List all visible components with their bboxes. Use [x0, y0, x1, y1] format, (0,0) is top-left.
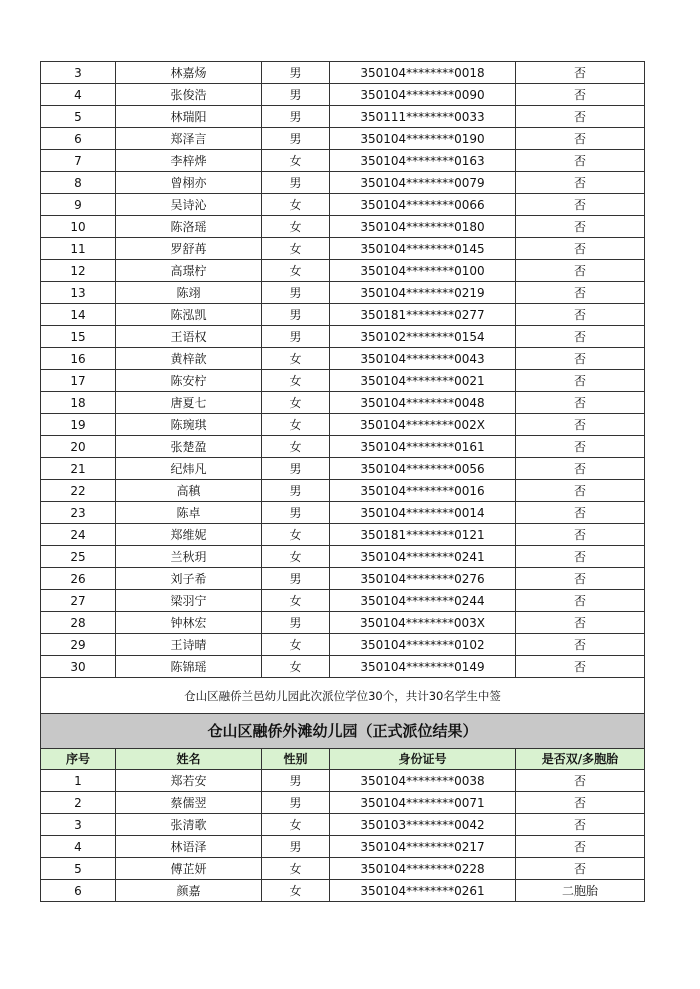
- cell-id-number: 350104********0043: [330, 348, 516, 370]
- cell-name: 林语泽: [116, 836, 262, 858]
- cell-seq: 12: [41, 260, 116, 282]
- cell-gender: 男: [262, 568, 330, 590]
- cell-twins: 否: [516, 858, 645, 880]
- table-row: [41, 568, 645, 590]
- cell-seq: 20: [41, 436, 116, 458]
- cell-id-number: 350104********0079: [330, 172, 516, 194]
- cell-name: 唐夏七: [116, 392, 262, 414]
- cell-name: 兰秋玥: [116, 546, 262, 568]
- cell-twins: 否: [516, 546, 645, 568]
- cell-gender: 男: [262, 304, 330, 326]
- header-id-number: 身份证号: [330, 749, 516, 770]
- cell-seq: 25: [41, 546, 116, 568]
- cell-id-number: 350104********002X: [330, 414, 516, 436]
- cell-gender: 女: [262, 436, 330, 458]
- cell-gender: 男: [262, 770, 330, 792]
- cell-name: 王诗晴: [116, 634, 262, 656]
- table-row: [41, 128, 645, 150]
- cell-seq: 22: [41, 480, 116, 502]
- cell-id-number: 350104********003X: [330, 612, 516, 634]
- cell-gender: 男: [262, 502, 330, 524]
- cell-seq: 6: [41, 880, 116, 902]
- section2-rows: [41, 770, 645, 902]
- cell-id-number: 350104********0228: [330, 858, 516, 880]
- table-row: [41, 770, 645, 792]
- admission-results-table: [40, 61, 645, 902]
- cell-name: 钟林宏: [116, 612, 262, 634]
- cell-id-number: 350104********0219: [330, 282, 516, 304]
- table-row: [41, 414, 645, 436]
- cell-seq: 8: [41, 172, 116, 194]
- cell-twins: 否: [516, 436, 645, 458]
- cell-gender: 男: [262, 480, 330, 502]
- cell-gender: 女: [262, 634, 330, 656]
- cell-name: 梁羽宁: [116, 590, 262, 612]
- cell-id-number: 350104********0066: [330, 194, 516, 216]
- cell-seq: 23: [41, 502, 116, 524]
- cell-gender: 女: [262, 216, 330, 238]
- cell-name: 陈翊: [116, 282, 262, 304]
- cell-id-number: 350104********0161: [330, 436, 516, 458]
- cell-id-number: 350104********0056: [330, 458, 516, 480]
- cell-name: 陈洛瑶: [116, 216, 262, 238]
- table-row: [41, 326, 645, 348]
- cell-id-number: 350104********0261: [330, 880, 516, 902]
- cell-gender: 男: [262, 128, 330, 150]
- cell-name: 林嘉炀: [116, 62, 262, 84]
- cell-id-number: 350104********0016: [330, 480, 516, 502]
- cell-seq: 4: [41, 836, 116, 858]
- cell-id-number: 350104********0100: [330, 260, 516, 282]
- cell-seq: 3: [41, 814, 116, 836]
- cell-id-number: 350104********0217: [330, 836, 516, 858]
- cell-twins: 否: [516, 370, 645, 392]
- cell-twins: 否: [516, 238, 645, 260]
- cell-twins: 否: [516, 568, 645, 590]
- table-row: [41, 238, 645, 260]
- cell-twins: 否: [516, 172, 645, 194]
- cell-gender: 女: [262, 814, 330, 836]
- cell-name: 李梓烨: [116, 150, 262, 172]
- cell-gender: 男: [262, 458, 330, 480]
- section1-summary-note: 仓山区融侨兰邑幼儿园此次派位学位30个，共计30名学生中签: [41, 678, 645, 714]
- cell-gender: 女: [262, 392, 330, 414]
- table-row: [41, 436, 645, 458]
- cell-seq: 3: [41, 62, 116, 84]
- cell-name: 高稹: [116, 480, 262, 502]
- table-row: [41, 792, 645, 814]
- header-seq: 序号: [41, 749, 116, 770]
- table-row: [41, 260, 645, 282]
- cell-name: 张清歌: [116, 814, 262, 836]
- cell-id-number: 350104********0038: [330, 770, 516, 792]
- table-row: [41, 392, 645, 414]
- cell-id-number: 350104********0018: [330, 62, 516, 84]
- cell-twins: 否: [516, 194, 645, 216]
- cell-gender: 女: [262, 524, 330, 546]
- cell-gender: 男: [262, 282, 330, 304]
- cell-twins: 否: [516, 656, 645, 678]
- cell-seq: 2: [41, 792, 116, 814]
- cell-gender: 男: [262, 792, 330, 814]
- table-row: [41, 858, 645, 880]
- cell-seq: 21: [41, 458, 116, 480]
- section2-header-row: [41, 749, 645, 770]
- cell-seq: 29: [41, 634, 116, 656]
- cell-twins: 否: [516, 392, 645, 414]
- cell-twins: 否: [516, 770, 645, 792]
- cell-seq: 18: [41, 392, 116, 414]
- cell-gender: 女: [262, 590, 330, 612]
- header-twins: 是否双/多胞胎: [516, 749, 645, 770]
- cell-seq: 5: [41, 106, 116, 128]
- cell-name: 罗舒苒: [116, 238, 262, 260]
- cell-id-number: 350181********0121: [330, 524, 516, 546]
- cell-twins: 否: [516, 128, 645, 150]
- table-row: [41, 656, 645, 678]
- table-row: [41, 524, 645, 546]
- cell-gender: 女: [262, 414, 330, 436]
- cell-gender: 男: [262, 326, 330, 348]
- cell-seq: 28: [41, 612, 116, 634]
- cell-name: 傅芷妍: [116, 858, 262, 880]
- cell-id-number: 350103********0042: [330, 814, 516, 836]
- cell-name: 吴诗沁: [116, 194, 262, 216]
- cell-twins: 二胞胎: [516, 880, 645, 902]
- cell-name: 纪炜凡: [116, 458, 262, 480]
- cell-twins: 否: [516, 84, 645, 106]
- cell-gender: 男: [262, 172, 330, 194]
- cell-twins: 否: [516, 326, 645, 348]
- cell-gender: 女: [262, 194, 330, 216]
- table-row: [41, 612, 645, 634]
- table-row: [41, 84, 645, 106]
- cell-gender: 女: [262, 260, 330, 282]
- table-row: [41, 150, 645, 172]
- cell-id-number: 350104********0180: [330, 216, 516, 238]
- table-row: [41, 880, 645, 902]
- cell-gender: 女: [262, 150, 330, 172]
- cell-twins: 否: [516, 458, 645, 480]
- cell-twins: 否: [516, 480, 645, 502]
- table-row: [41, 194, 645, 216]
- cell-twins: 否: [516, 524, 645, 546]
- table-row: [41, 106, 645, 128]
- cell-twins: 否: [516, 282, 645, 304]
- table-row: [41, 480, 645, 502]
- cell-id-number: 350104********0149: [330, 656, 516, 678]
- table-row: [41, 282, 645, 304]
- table-row: [41, 590, 645, 612]
- cell-seq: 30: [41, 656, 116, 678]
- table-row: [41, 304, 645, 326]
- table-row: [41, 814, 645, 836]
- cell-name: 郑泽言: [116, 128, 262, 150]
- cell-twins: 否: [516, 634, 645, 656]
- cell-gender: 女: [262, 546, 330, 568]
- cell-id-number: 350104********0190: [330, 128, 516, 150]
- cell-name: 郑维妮: [116, 524, 262, 546]
- cell-seq: 4: [41, 84, 116, 106]
- cell-id-number: 350104********0048: [330, 392, 516, 414]
- cell-seq: 14: [41, 304, 116, 326]
- cell-seq: 9: [41, 194, 116, 216]
- table-row: [41, 370, 645, 392]
- cell-gender: 男: [262, 836, 330, 858]
- cell-id-number: 350104********0090: [330, 84, 516, 106]
- cell-name: 王语权: [116, 326, 262, 348]
- cell-name: 郑若安: [116, 770, 262, 792]
- cell-seq: 26: [41, 568, 116, 590]
- table-row: [41, 634, 645, 656]
- cell-gender: 女: [262, 880, 330, 902]
- cell-seq: 13: [41, 282, 116, 304]
- cell-gender: 女: [262, 370, 330, 392]
- cell-twins: 否: [516, 502, 645, 524]
- cell-gender: 男: [262, 106, 330, 128]
- cell-gender: 男: [262, 84, 330, 106]
- cell-name: 林瑞阳: [116, 106, 262, 128]
- cell-seq: 10: [41, 216, 116, 238]
- cell-seq: 6: [41, 128, 116, 150]
- cell-name: 曾栩亦: [116, 172, 262, 194]
- cell-seq: 5: [41, 858, 116, 880]
- cell-name: 陈锦瑶: [116, 656, 262, 678]
- table-row: [41, 836, 645, 858]
- header-gender: 性别: [262, 749, 330, 770]
- cell-id-number: 350104********0071: [330, 792, 516, 814]
- cell-id-number: 350104********0244: [330, 590, 516, 612]
- cell-twins: 否: [516, 792, 645, 814]
- section1-rows: [41, 62, 645, 678]
- cell-id-number: 350104********0102: [330, 634, 516, 656]
- cell-name: 陈卓: [116, 502, 262, 524]
- cell-gender: 女: [262, 238, 330, 260]
- cell-id-number: 350104********0163: [330, 150, 516, 172]
- cell-twins: 否: [516, 150, 645, 172]
- cell-gender: 男: [262, 62, 330, 84]
- cell-id-number: 350104********0021: [330, 370, 516, 392]
- cell-name: 刘子希: [116, 568, 262, 590]
- table-row: [41, 458, 645, 480]
- table-row: [41, 502, 645, 524]
- table-row: [41, 348, 645, 370]
- cell-seq: 17: [41, 370, 116, 392]
- cell-twins: 否: [516, 260, 645, 282]
- table-row: [41, 216, 645, 238]
- cell-twins: 否: [516, 590, 645, 612]
- cell-twins: 否: [516, 348, 645, 370]
- cell-seq: 1: [41, 770, 116, 792]
- cell-name: 陈琬琪: [116, 414, 262, 436]
- cell-twins: 否: [516, 62, 645, 84]
- cell-name: 颜嘉: [116, 880, 262, 902]
- cell-id-number: 350102********0154: [330, 326, 516, 348]
- cell-id-number: 350104********0014: [330, 502, 516, 524]
- cell-seq: 24: [41, 524, 116, 546]
- cell-seq: 27: [41, 590, 116, 612]
- cell-id-number: 350104********0276: [330, 568, 516, 590]
- cell-gender: 女: [262, 858, 330, 880]
- cell-name: 蔡儒翌: [116, 792, 262, 814]
- cell-name: 陈安柠: [116, 370, 262, 392]
- cell-seq: 7: [41, 150, 116, 172]
- cell-seq: 16: [41, 348, 116, 370]
- cell-twins: 否: [516, 612, 645, 634]
- cell-name: 高璟柠: [116, 260, 262, 282]
- section2-title: 仓山区融侨外滩幼儿园（正式派位结果）: [41, 714, 645, 749]
- cell-twins: 否: [516, 106, 645, 128]
- cell-gender: 女: [262, 348, 330, 370]
- cell-twins: 否: [516, 814, 645, 836]
- cell-gender: 男: [262, 612, 330, 634]
- table-row: [41, 172, 645, 194]
- cell-seq: 15: [41, 326, 116, 348]
- cell-gender: 女: [262, 656, 330, 678]
- cell-twins: 否: [516, 216, 645, 238]
- cell-id-number: 350104********0241: [330, 546, 516, 568]
- cell-name: 张俊浩: [116, 84, 262, 106]
- cell-name: 张楚盈: [116, 436, 262, 458]
- cell-twins: 否: [516, 414, 645, 436]
- cell-seq: 19: [41, 414, 116, 436]
- table-row: [41, 546, 645, 568]
- cell-twins: 否: [516, 304, 645, 326]
- cell-name: 陈泓凯: [116, 304, 262, 326]
- cell-id-number: 350181********0277: [330, 304, 516, 326]
- header-name: 姓名: [116, 749, 262, 770]
- cell-seq: 11: [41, 238, 116, 260]
- cell-name: 黄梓歆: [116, 348, 262, 370]
- cell-id-number: 350104********0145: [330, 238, 516, 260]
- cell-id-number: 350111********0033: [330, 106, 516, 128]
- table-row: [41, 62, 645, 84]
- cell-twins: 否: [516, 836, 645, 858]
